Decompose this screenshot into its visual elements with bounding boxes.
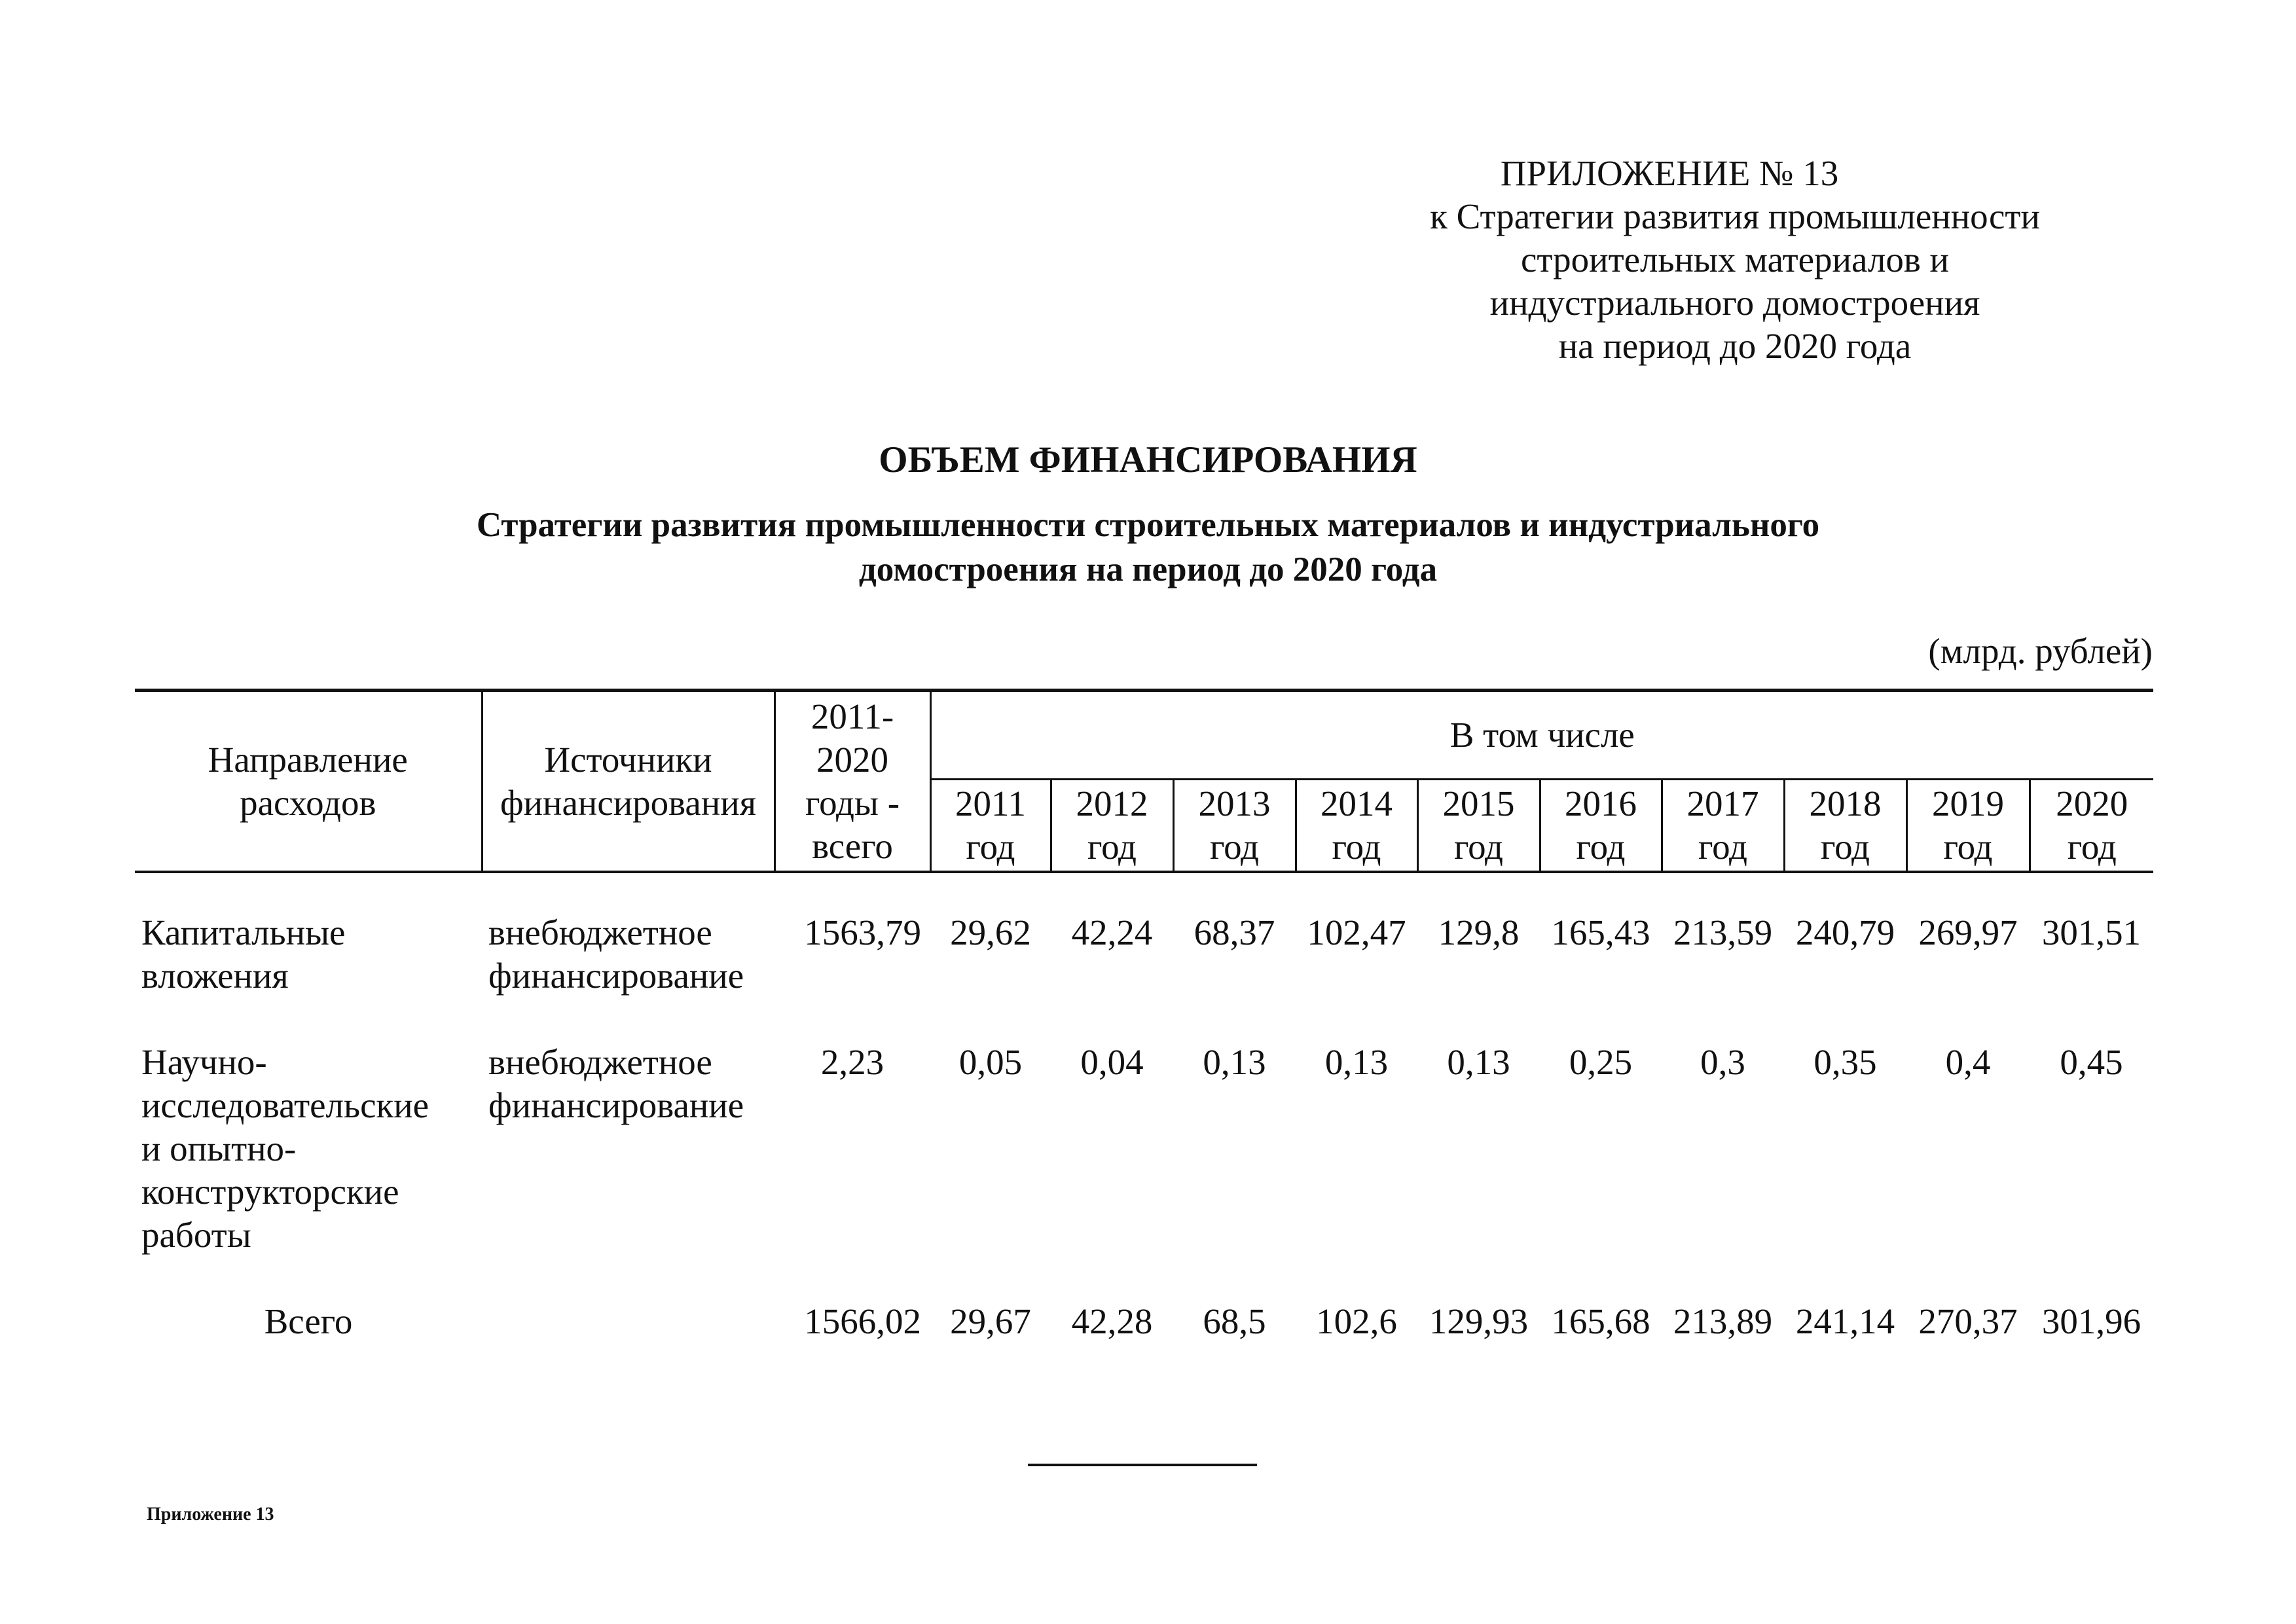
financing-table [135, 689, 2153, 1343]
header-year [1173, 780, 1296, 873]
grand-total-value: 129,93 [1429, 1301, 1529, 1341]
row-value: 0,4 [1945, 1042, 1991, 1082]
year-suffix: год [2067, 827, 2117, 867]
header-year [1296, 780, 1417, 873]
direction-line: исследовательские [141, 1085, 429, 1125]
table-body [135, 872, 2153, 1343]
document-title: ОБЪЕМ ФИНАНСИРОВАНИЯ [879, 439, 1417, 480]
row-value: 0,13 [1324, 1042, 1389, 1082]
source-line: финансирование [488, 1085, 744, 1125]
header-including: В том числе [930, 691, 2153, 780]
table-header [135, 691, 2153, 873]
source-line: финансирование [488, 956, 744, 996]
header-year [1662, 780, 1784, 873]
row-direction [135, 911, 482, 998]
year-suffix: год [1332, 827, 1381, 867]
row-value: 0,04 [1080, 1042, 1144, 1082]
row-value: 68,37 [1194, 912, 1275, 952]
row-value: 0,13 [1203, 1042, 1266, 1082]
direction-line: и опытно- [141, 1128, 297, 1168]
grand-total-value: 241,14 [1795, 1301, 1895, 1341]
year-value: 2016 [1565, 784, 1637, 823]
header-direction [135, 691, 482, 873]
year-value: 2020 [2056, 784, 2128, 823]
row-value: 301,51 [2041, 912, 2141, 952]
header-direction-line-1: Направление [208, 739, 408, 780]
direction-line: Научно- [141, 1042, 267, 1082]
row-value: 102,47 [1307, 912, 1406, 952]
year-suffix: год [966, 827, 1015, 867]
row-source [482, 1041, 774, 1257]
appendix-line-2: к Стратегии развития промышленности [1430, 196, 2040, 236]
header-total [774, 691, 930, 873]
page-footer: Приложение 13 [147, 1504, 274, 1525]
direction-line: Капитальные [141, 912, 346, 952]
document-subtitle [0, 503, 2296, 592]
header-total-line-2: 2020 [816, 739, 888, 780]
appendix-block [1342, 152, 2128, 368]
year-suffix: год [1576, 827, 1626, 867]
grand-total-value: 42,28 [1071, 1301, 1153, 1341]
header-total-line-3: годы - [805, 782, 900, 823]
header-sources [482, 691, 774, 873]
row-value: 0,35 [1813, 1042, 1877, 1082]
header-total-line-1: 2011- [811, 696, 894, 736]
year-suffix: год [1698, 827, 1748, 867]
header-sources-line-1: Источники [544, 739, 712, 780]
direction-line: работы [141, 1215, 251, 1255]
row-value: 213,59 [1673, 912, 1773, 952]
row-value: 240,79 [1795, 912, 1895, 952]
header-year [1540, 780, 1662, 873]
row-value: 269,97 [1918, 912, 2018, 952]
subtitle-line-1: Стратегии развития промышленности строительных материалов и индустриального [476, 506, 1820, 544]
table-row [135, 911, 2153, 998]
header-total-line-4: всего [812, 825, 893, 866]
subtitle-line-2: домостроения на период до 2020 года [858, 550, 1438, 588]
row-value: 165,43 [1551, 912, 1650, 952]
appendix-line-4: индустриального домостроения [1489, 283, 1980, 323]
grand-total-value: 68,5 [1203, 1301, 1266, 1341]
direction-line: конструкторские [141, 1172, 399, 1212]
table-row [135, 1041, 2153, 1257]
row-value: 0,45 [2060, 1042, 2123, 1082]
row-value: 0,05 [958, 1042, 1023, 1082]
appendix-line-3: строительных материалов и [1521, 240, 1949, 280]
row-direction [135, 1041, 482, 1257]
appendix-line-5: на период до 2020 года [1558, 326, 1912, 366]
year-value: 2012 [1076, 784, 1148, 823]
units-label: (млрд. рублей) [1928, 631, 2153, 671]
grand-total-value: 29,67 [950, 1301, 1031, 1341]
grand-total-sum: 1566,02 [804, 1301, 921, 1341]
header-year [1417, 780, 1540, 873]
year-suffix: год [1453, 827, 1504, 867]
year-value: 2019 [1932, 784, 2004, 823]
direction-line: вложения [141, 956, 289, 996]
header-year [1051, 780, 1173, 873]
grand-total-value: 301,96 [2041, 1301, 2141, 1341]
appendix-number: ПРИЛОЖЕНИЕ № 13 [1500, 153, 1839, 193]
row-total: 1563,79 [804, 912, 921, 952]
header-year [1784, 780, 1906, 873]
year-suffix: год [1209, 827, 1260, 867]
year-value: 2011 [955, 784, 1026, 823]
grand-total-value: 165,68 [1551, 1301, 1650, 1341]
row-value: 0,25 [1569, 1042, 1633, 1082]
grand-total-value: 270,37 [1918, 1301, 2018, 1341]
header-year [1906, 780, 2030, 873]
year-value: 2017 [1686, 784, 1759, 823]
row-value: 42,24 [1071, 912, 1153, 952]
row-value: 0,13 [1447, 1042, 1510, 1082]
header-year [930, 780, 1051, 873]
year-value: 2013 [1198, 784, 1271, 823]
source-line: внебюджетное [488, 912, 712, 952]
end-separator [1028, 1464, 1257, 1466]
grand-total-source [482, 1300, 774, 1343]
header-sources-line-2: финансирования [500, 782, 756, 823]
year-value: 2014 [1321, 784, 1393, 823]
header-direction-line-2: расходов [240, 782, 376, 823]
year-suffix: год [1087, 827, 1137, 867]
grand-total-value: 213,89 [1673, 1301, 1773, 1341]
year-suffix: год [1820, 827, 1870, 867]
row-value: 129,8 [1438, 912, 1520, 952]
row-source [482, 911, 774, 998]
grand-total-label: Всего [264, 1301, 353, 1341]
header-year [2030, 780, 2153, 873]
year-suffix: год [1943, 827, 1993, 867]
year-value: 2015 [1442, 784, 1515, 823]
year-value: 2018 [1809, 784, 1882, 823]
row-total: 2,23 [820, 1042, 884, 1082]
grand-total-value: 102,6 [1316, 1301, 1397, 1341]
source-line: внебюджетное [488, 1042, 712, 1082]
table-row-total [135, 1300, 2153, 1343]
row-value: 0,3 [1700, 1042, 1745, 1082]
row-value: 29,62 [950, 912, 1031, 952]
